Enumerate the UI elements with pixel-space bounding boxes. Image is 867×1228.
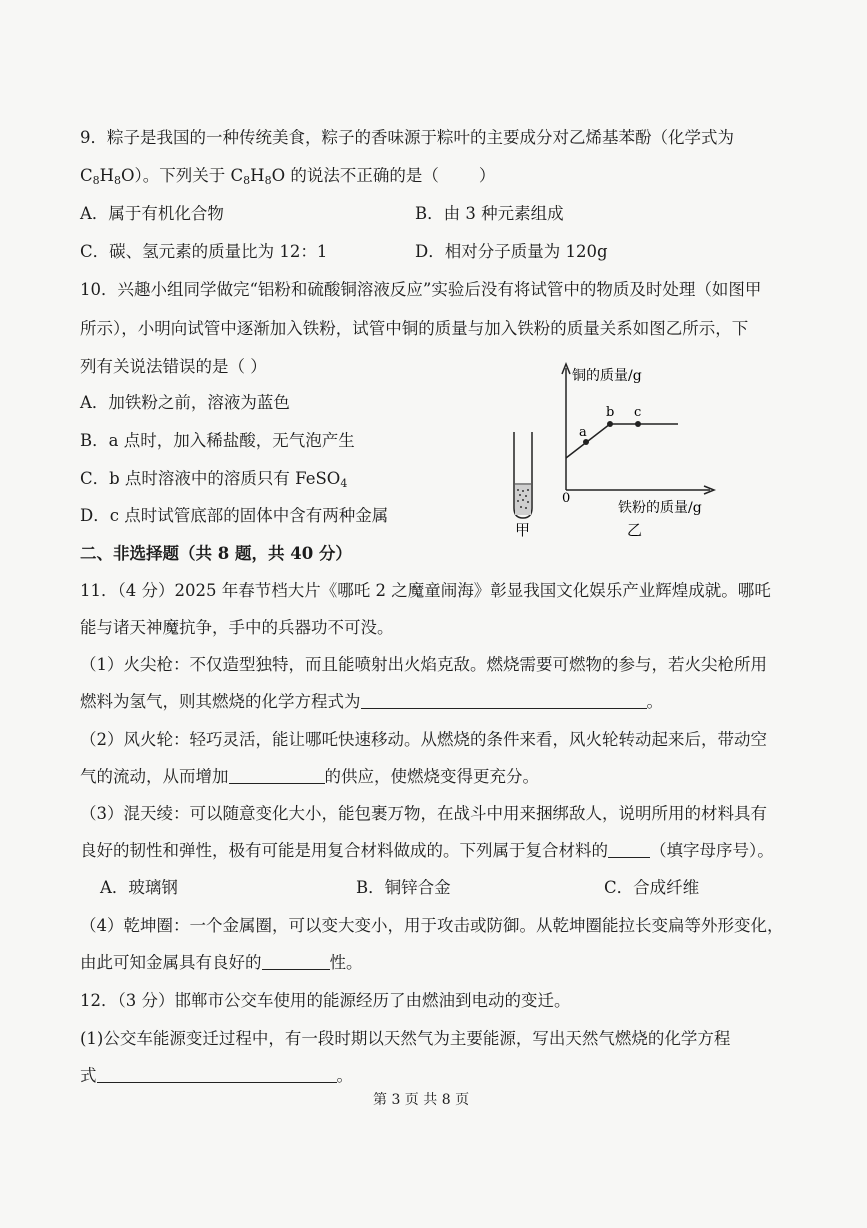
q11-option-c: C．合成纤维 [604, 878, 700, 897]
formula-h: H [99, 166, 115, 185]
q10-option-c [80, 469, 347, 494]
x-axis-label: 铁粉的质量/g [618, 500, 702, 516]
q11-part2-post: 的供应，使燃烧变得更充分。 [324, 767, 539, 786]
q9-stem-line1: 9．粽子是我国的一种传统美食，粽子的香味源于粽叶的主要成分对乙烯基苯酚（化学式为 [80, 128, 734, 147]
q11-part1-text: 燃料为氢气，则其燃烧的化学方程式为 [80, 692, 361, 711]
q9-close-paren: ） [478, 166, 496, 185]
answer-blank-choice[interactable] [608, 842, 650, 858]
q9-stem-line2 [80, 166, 495, 191]
tube-caption: 甲 [515, 521, 531, 539]
q10-option-c-text: C．b 点时溶液中的溶质只有 FeSO [80, 469, 341, 488]
q11-part4-line1: （4）乾坤圈：一个金属圈，可以变大变小，用于攻击或防御。从乾坤圈能拉长变扁等外形变化， [80, 916, 784, 935]
q11-part3-post: （填字母序号）。 [650, 841, 774, 860]
y-axis-label: 铜的质量/g [572, 368, 642, 384]
formula-h-sub: 8 [114, 174, 122, 187]
q11-part1-end: 。 [646, 692, 663, 711]
q10-option-b: B．a 点时，加入稀盐酸，无气泡产生 [80, 431, 355, 450]
q10-option-d: D．c 点时试管底部的固体中含有两种金属 [80, 506, 389, 525]
q10-stem-line2: 所示），小明向试管中逐渐加入铁粉，试管中铜的质量与加入铁粉的质量关系如图乙所示，下 [80, 319, 749, 338]
origin-label: 0 [562, 491, 571, 506]
q11-part3-pre: 良好的韧性和弹性，极有可能是用复合材料做成的。下列属于复合材料的 [80, 841, 608, 860]
q12-part1-line2 [80, 1066, 353, 1086]
q11-part3-line1: （3）混天绫：可以随意变化大小，能包裹万物，在战斗中用来捆绑敌人，说明所用的材料具有 [80, 804, 767, 823]
q11-part2-line2 [80, 767, 539, 787]
q11-part4-post: 性。 [329, 953, 363, 972]
formula-o: O [121, 166, 135, 185]
q9-option-d: D．相对分子质量为 120g [415, 242, 608, 261]
point-c-label: c [634, 405, 642, 420]
formula-c-sub: 8 [92, 174, 100, 187]
q11-part1-line2 [80, 692, 663, 712]
section-heading: 二、非选择题（共 8 题，共 40 分） [80, 544, 352, 563]
q11-part4-line2 [80, 953, 363, 973]
q11-part3-line2 [80, 841, 774, 861]
q12-part1-pre: 式 [80, 1066, 97, 1085]
q11-stem-line1: 11．（4 分）2025 年春节档大片《哪吒 2 之魔童闹海》彰显我国文化娱乐产业辉煌成就。哪吒 [80, 581, 771, 600]
point-b-marker [607, 421, 613, 427]
formula-h-sub-2: 8 [264, 174, 272, 187]
q10-option-a: A．加铁粉之前，溶液为蓝色 [80, 393, 290, 412]
q9-option-a: A．属于有机化合物 [80, 204, 224, 223]
q11-stem-line2: 能与诸天神魔抗争，手中的兵器功不可没。 [80, 618, 394, 637]
answer-blank-equation[interactable] [361, 693, 647, 709]
formula-c: C [80, 166, 93, 185]
point-c-marker [635, 421, 641, 427]
q12-part1-end: 。 [336, 1066, 353, 1085]
q12-part1-line1: (1)公交车能源变迁过程中，有一段时期以天然气为主要能源，写出天然气燃烧的化学方程 [80, 1029, 731, 1048]
q10-stem-line3: 列有关说法错误的是（ ） [80, 357, 267, 376]
formula-h-2: H [250, 166, 265, 185]
answer-blank-methane-equation[interactable] [97, 1067, 337, 1083]
q12-stem: 12．（3 分）邯郸市公交车使用的能源经历了由燃油到电动的变迁。 [80, 991, 571, 1010]
q10-option-c-sub: 4 [340, 477, 348, 490]
test-tube-icon [514, 432, 532, 518]
answer-blank-property[interactable] [262, 954, 330, 970]
q9-stem-line2-tail: O 的说法不正确的是（ [271, 166, 439, 185]
q11-part1-line1: （1）火尖枪：不仅造型独特，而且能喷射出火焰克敌。燃烧需要可燃物的参与，若火尖枪所用 [80, 655, 767, 674]
q11-part2-line1: （2）风火轮：轻巧灵活，能让哪吒快速移动。从燃烧的条件来看，风火轮转动起来后，带动空 [80, 730, 767, 749]
point-b-label: b [606, 405, 615, 420]
answer-blank-gas[interactable] [229, 768, 325, 784]
q10-figure [500, 360, 740, 545]
q9-option-b: B．由 3 种元素组成 [415, 204, 564, 223]
q11-part4-pre: 由此可知金属具有良好的 [80, 953, 262, 972]
q11-part2-pre: 气的流动，从而增加 [80, 767, 229, 786]
formula-c-sub-2: 8 [243, 174, 251, 187]
q9-stem-line2-rest: ）。下列关于 C [134, 166, 244, 185]
graph-caption: 乙 [627, 521, 643, 539]
q11-option-a: A．玻璃钢 [100, 878, 178, 897]
q11-option-b: B．铜锌合金 [356, 878, 451, 897]
page-footer: 第 3 页 共 8 页 [373, 1092, 470, 1108]
q10-stem-line1: 10．兴趣小组同学做完“铝粉和硫酸铜溶液反应”实验后没有将试管中的物质及时处理（如图甲 [80, 280, 762, 299]
q9-option-c: C．碳、氢元素的质量比为 12：1 [80, 242, 328, 261]
point-a-label: a [579, 425, 587, 440]
